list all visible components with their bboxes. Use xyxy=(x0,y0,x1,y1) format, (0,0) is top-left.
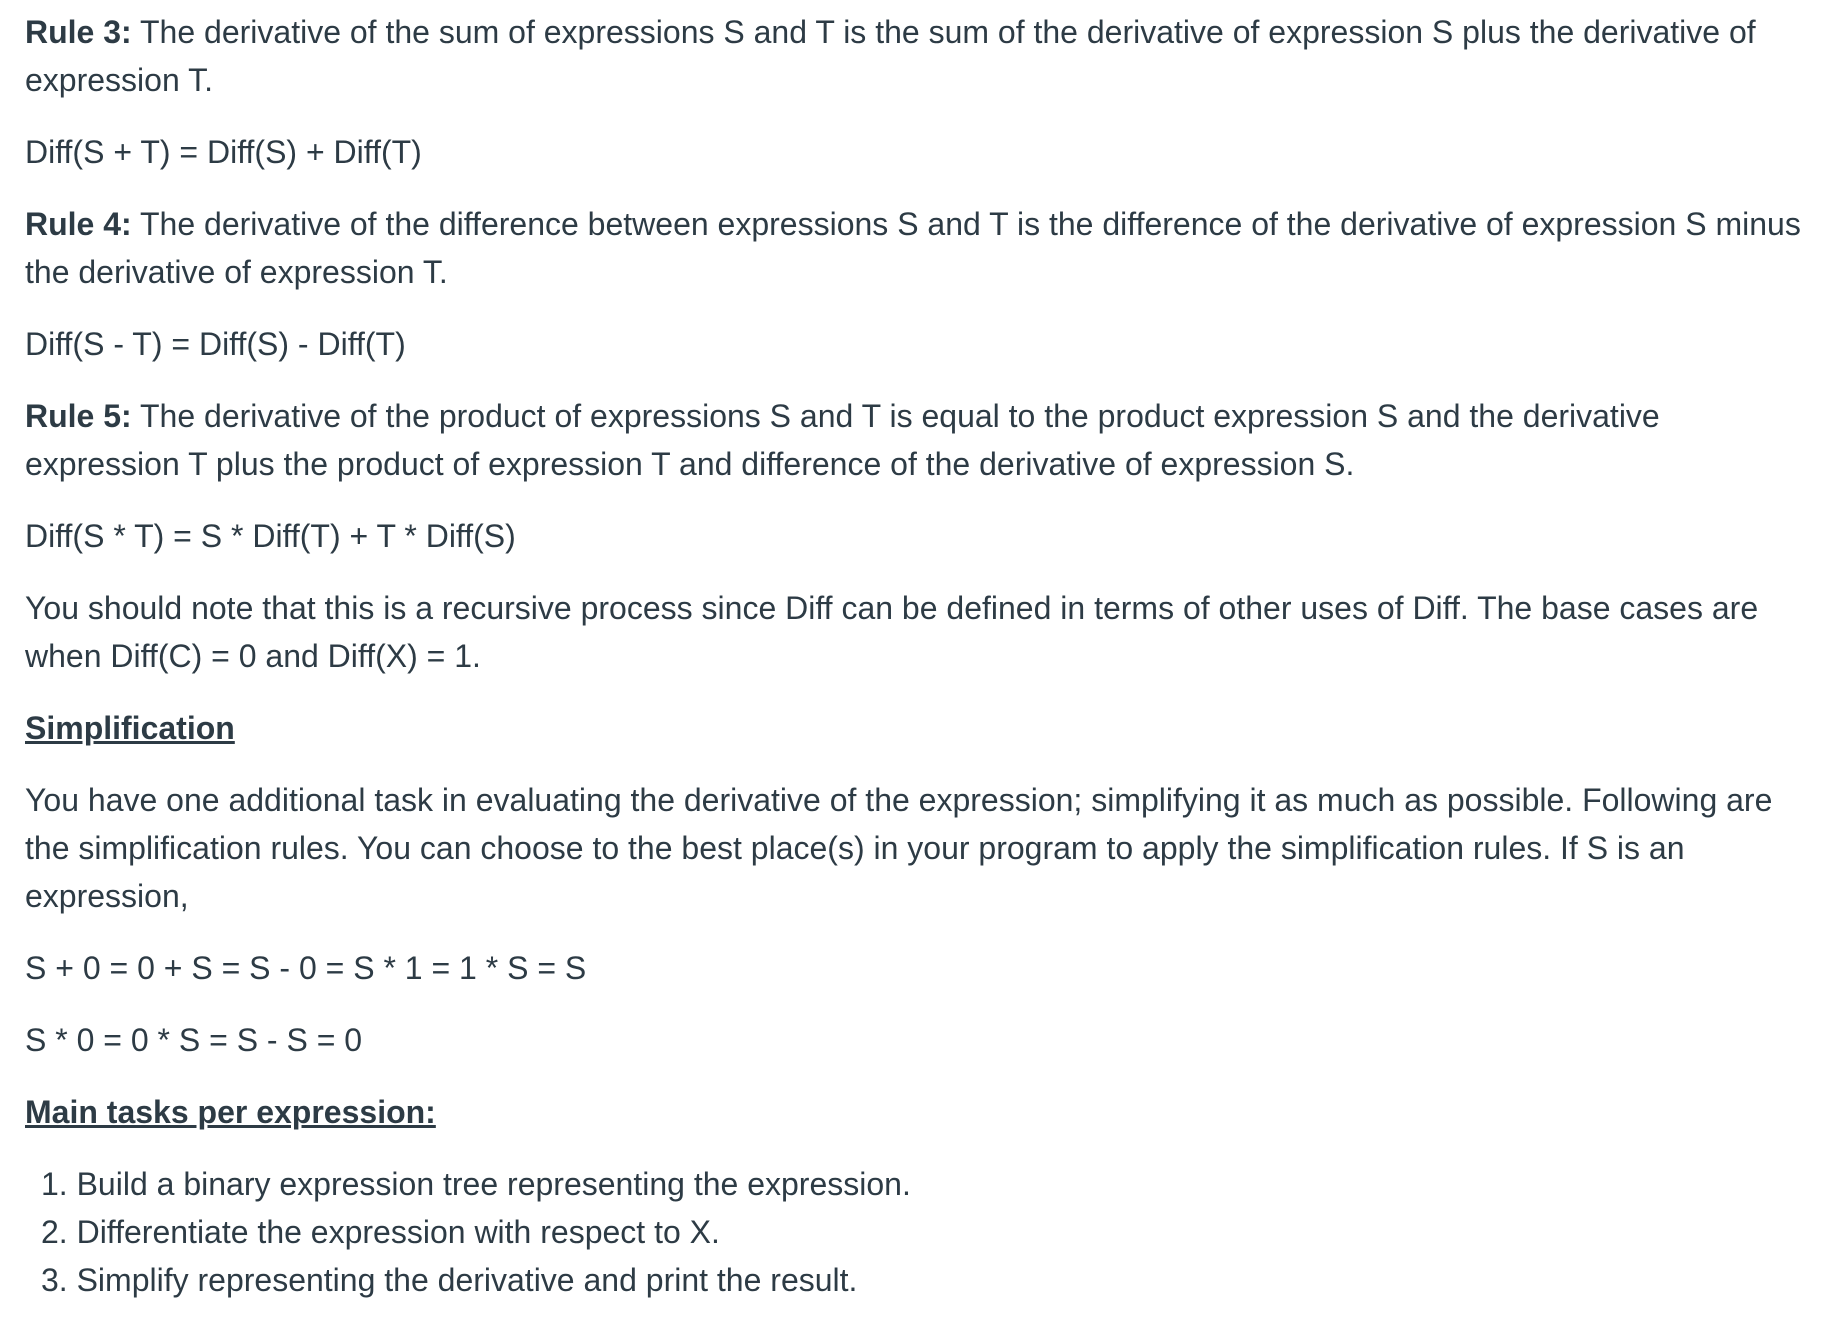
simplification-rule-2: S * 0 = 0 * S = S - S = 0 xyxy=(25,1022,363,1058)
document-content xyxy=(25,8,1805,1304)
simplification-text: You have one additional task in evaluating the derivative of the expression; simplifying it as much as possible. Following are the simplification rules. You can choose to the best place(s) in your program to apply the simplification rules. If S is an expression, xyxy=(25,782,1773,914)
rule-4-formula: Diff(S - T) = Diff(S) - Diff(T) xyxy=(25,326,406,362)
list-item: 2. Differentiate the expression with respect to X. xyxy=(41,1214,720,1250)
rule-3-text: The derivative of the sum of expressions S and T is the sum of the derivative of expression S plus the derivative of expression T. xyxy=(25,14,1756,98)
simplification-heading-text: Simplification xyxy=(25,710,235,746)
rule-4-label: Rule 4: xyxy=(25,206,132,242)
rule-5-label: Rule 5: xyxy=(25,398,132,434)
rule-4-paragraph xyxy=(25,200,1805,296)
rule-5-paragraph xyxy=(25,392,1805,488)
rule-3-label: Rule 3: xyxy=(25,14,132,50)
simplification-rule-1: S + 0 = 0 + S = S - 0 = S * 1 = 1 * S = S xyxy=(25,950,587,986)
list-item: 3. Simplify representing the derivative and print the result. xyxy=(41,1262,858,1298)
rule-3-formula: Diff(S + T) = Diff(S) + Diff(T) xyxy=(25,134,422,170)
rule-4-text: The derivative of the difference between expressions S and T is the difference of the derivative of expression S minus the derivative of expression T. xyxy=(25,206,1801,290)
main-tasks-list xyxy=(25,1160,1805,1304)
simplification-heading xyxy=(25,704,1805,752)
main-tasks-heading-text: Main tasks per expression: xyxy=(25,1094,436,1130)
list-item: 1. Build a binary expression tree representing the expression. xyxy=(41,1166,911,1202)
recursive-note: You should note that this is a recursive process since Diff can be defined in terms of other uses of Diff. The base cases are when Diff(C) = 0 and Diff(X) = 1. xyxy=(25,590,1759,674)
rule-3-paragraph xyxy=(25,8,1805,104)
rule-5-formula: Diff(S * T) = S * Diff(T) + T * Diff(S) xyxy=(25,518,516,554)
main-tasks-heading xyxy=(25,1088,1805,1136)
rule-5-text: The derivative of the product of expressions S and T is equal to the product expression S and the derivative expression T plus the product of expression T and difference of the derivative of expression S. xyxy=(25,398,1660,482)
